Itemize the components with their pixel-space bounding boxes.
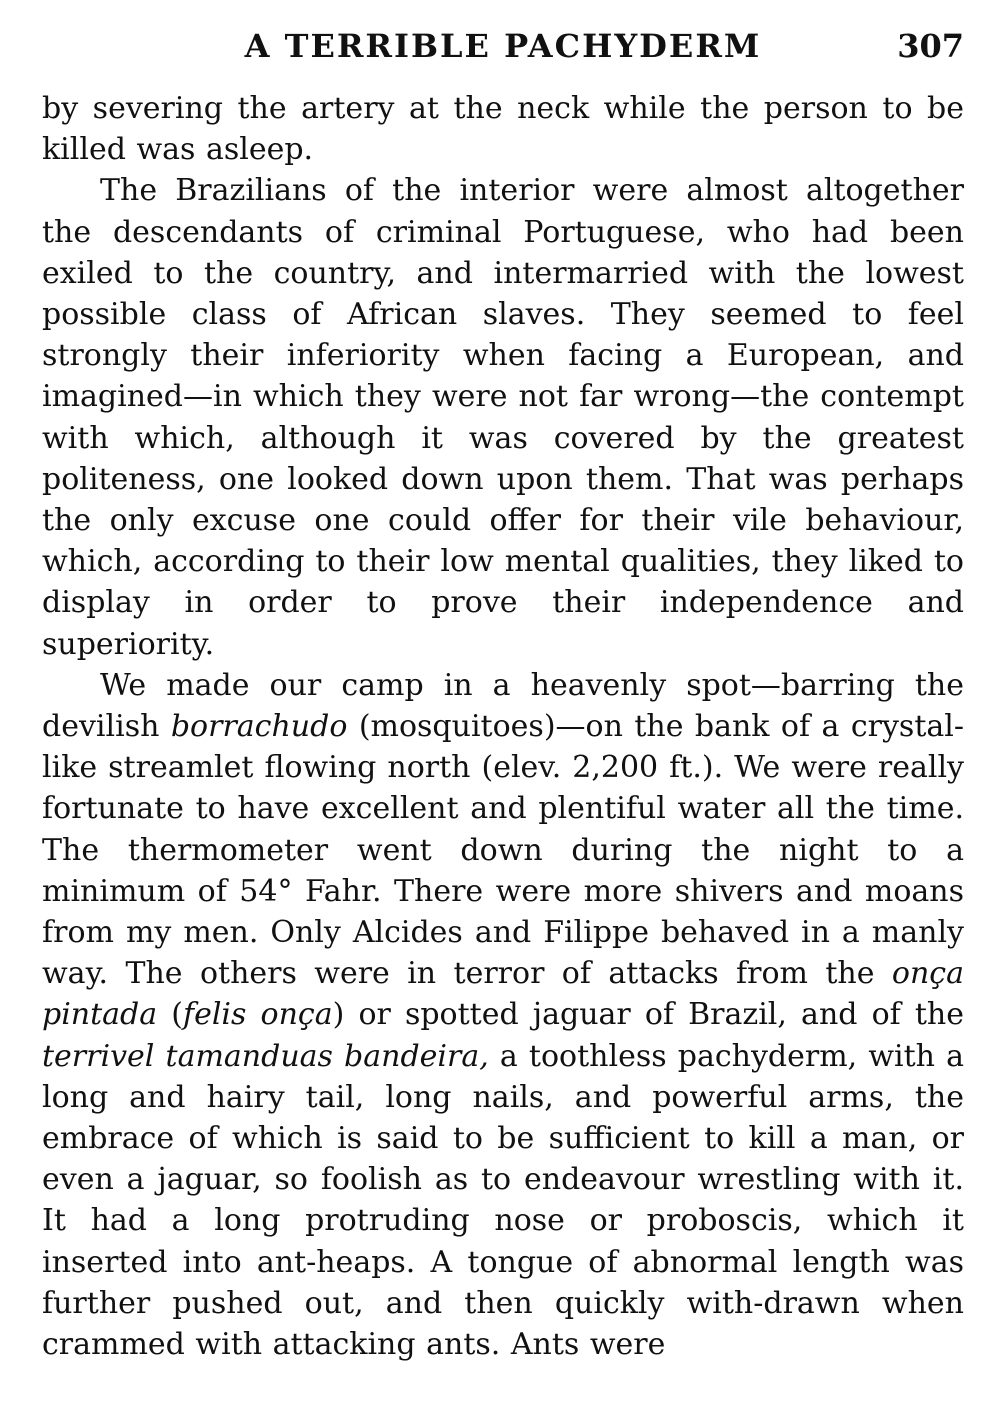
body-text <box>42 88 964 1365</box>
page-number: 307 <box>897 27 964 65</box>
italic-term: felis onça <box>182 997 333 1033</box>
paragraph-brazilians: The Brazilians of the interior were almost altogether the descendants of criminal Portuguese, who had been exiled to the country, and intermarried with the lowest possible class of African slaves. They seemed to feel strongly their inferiority when facing a European, and imagined—in which they were not far wrong—the contempt with which, although it was covered by the greatest politeness, one looked down upon them. That was perhaps the only excuse one could offer for their vile behaviour, which, according to their low mental qualities, they liked to display in order to prove their independence and superiority. <box>42 173 964 662</box>
text-run: (mosquitoes)—on the bank of a crystal-like streamlet flowing north (elev. 2,200 ft.). We were really fortunate to have excellent and plentiful water all the time. The thermometer went down during the night to a minimum of 54° Fahr. There were more shivers and moans from my men. Only Alcides and Filippe behaved in a manly way. The others were in terror of attacks from the <box>42 709 964 992</box>
text-run: ( <box>157 997 183 1033</box>
italic-term: onça pintada <box>42 956 964 1033</box>
running-header <box>42 24 964 68</box>
text-run: ) or spotted jaguar of Brazil, and of the <box>332 997 964 1033</box>
italic-term: borrachudo <box>170 709 348 745</box>
text-run: a toothless pachyderm, with a long and hairy tail, long nails, and powerful arms, the embrace of which is said to be sufficient to kill a man, or even a jaguar, so foolish as to endeavour wrestling with it. It had a long protruding nose or proboscis, which it inserted into ant-heaps. A tongue of abnormal length was further pushed out, and then quickly with-drawn when crammed with attacking ants. Ants were <box>42 1038 964 1363</box>
running-title: A TERRIBLE PACHYDERM <box>244 27 762 65</box>
paragraph-camp <box>42 665 964 1365</box>
text-run: We made our camp in a heavenly spot—barring the devilish <box>42 667 964 745</box>
paragraph-continuation: by severing the artery at the neck while the person to be killed was asleep. <box>42 91 964 168</box>
italic-term: terrivel tamanduas bandeira, <box>42 1038 489 1074</box>
